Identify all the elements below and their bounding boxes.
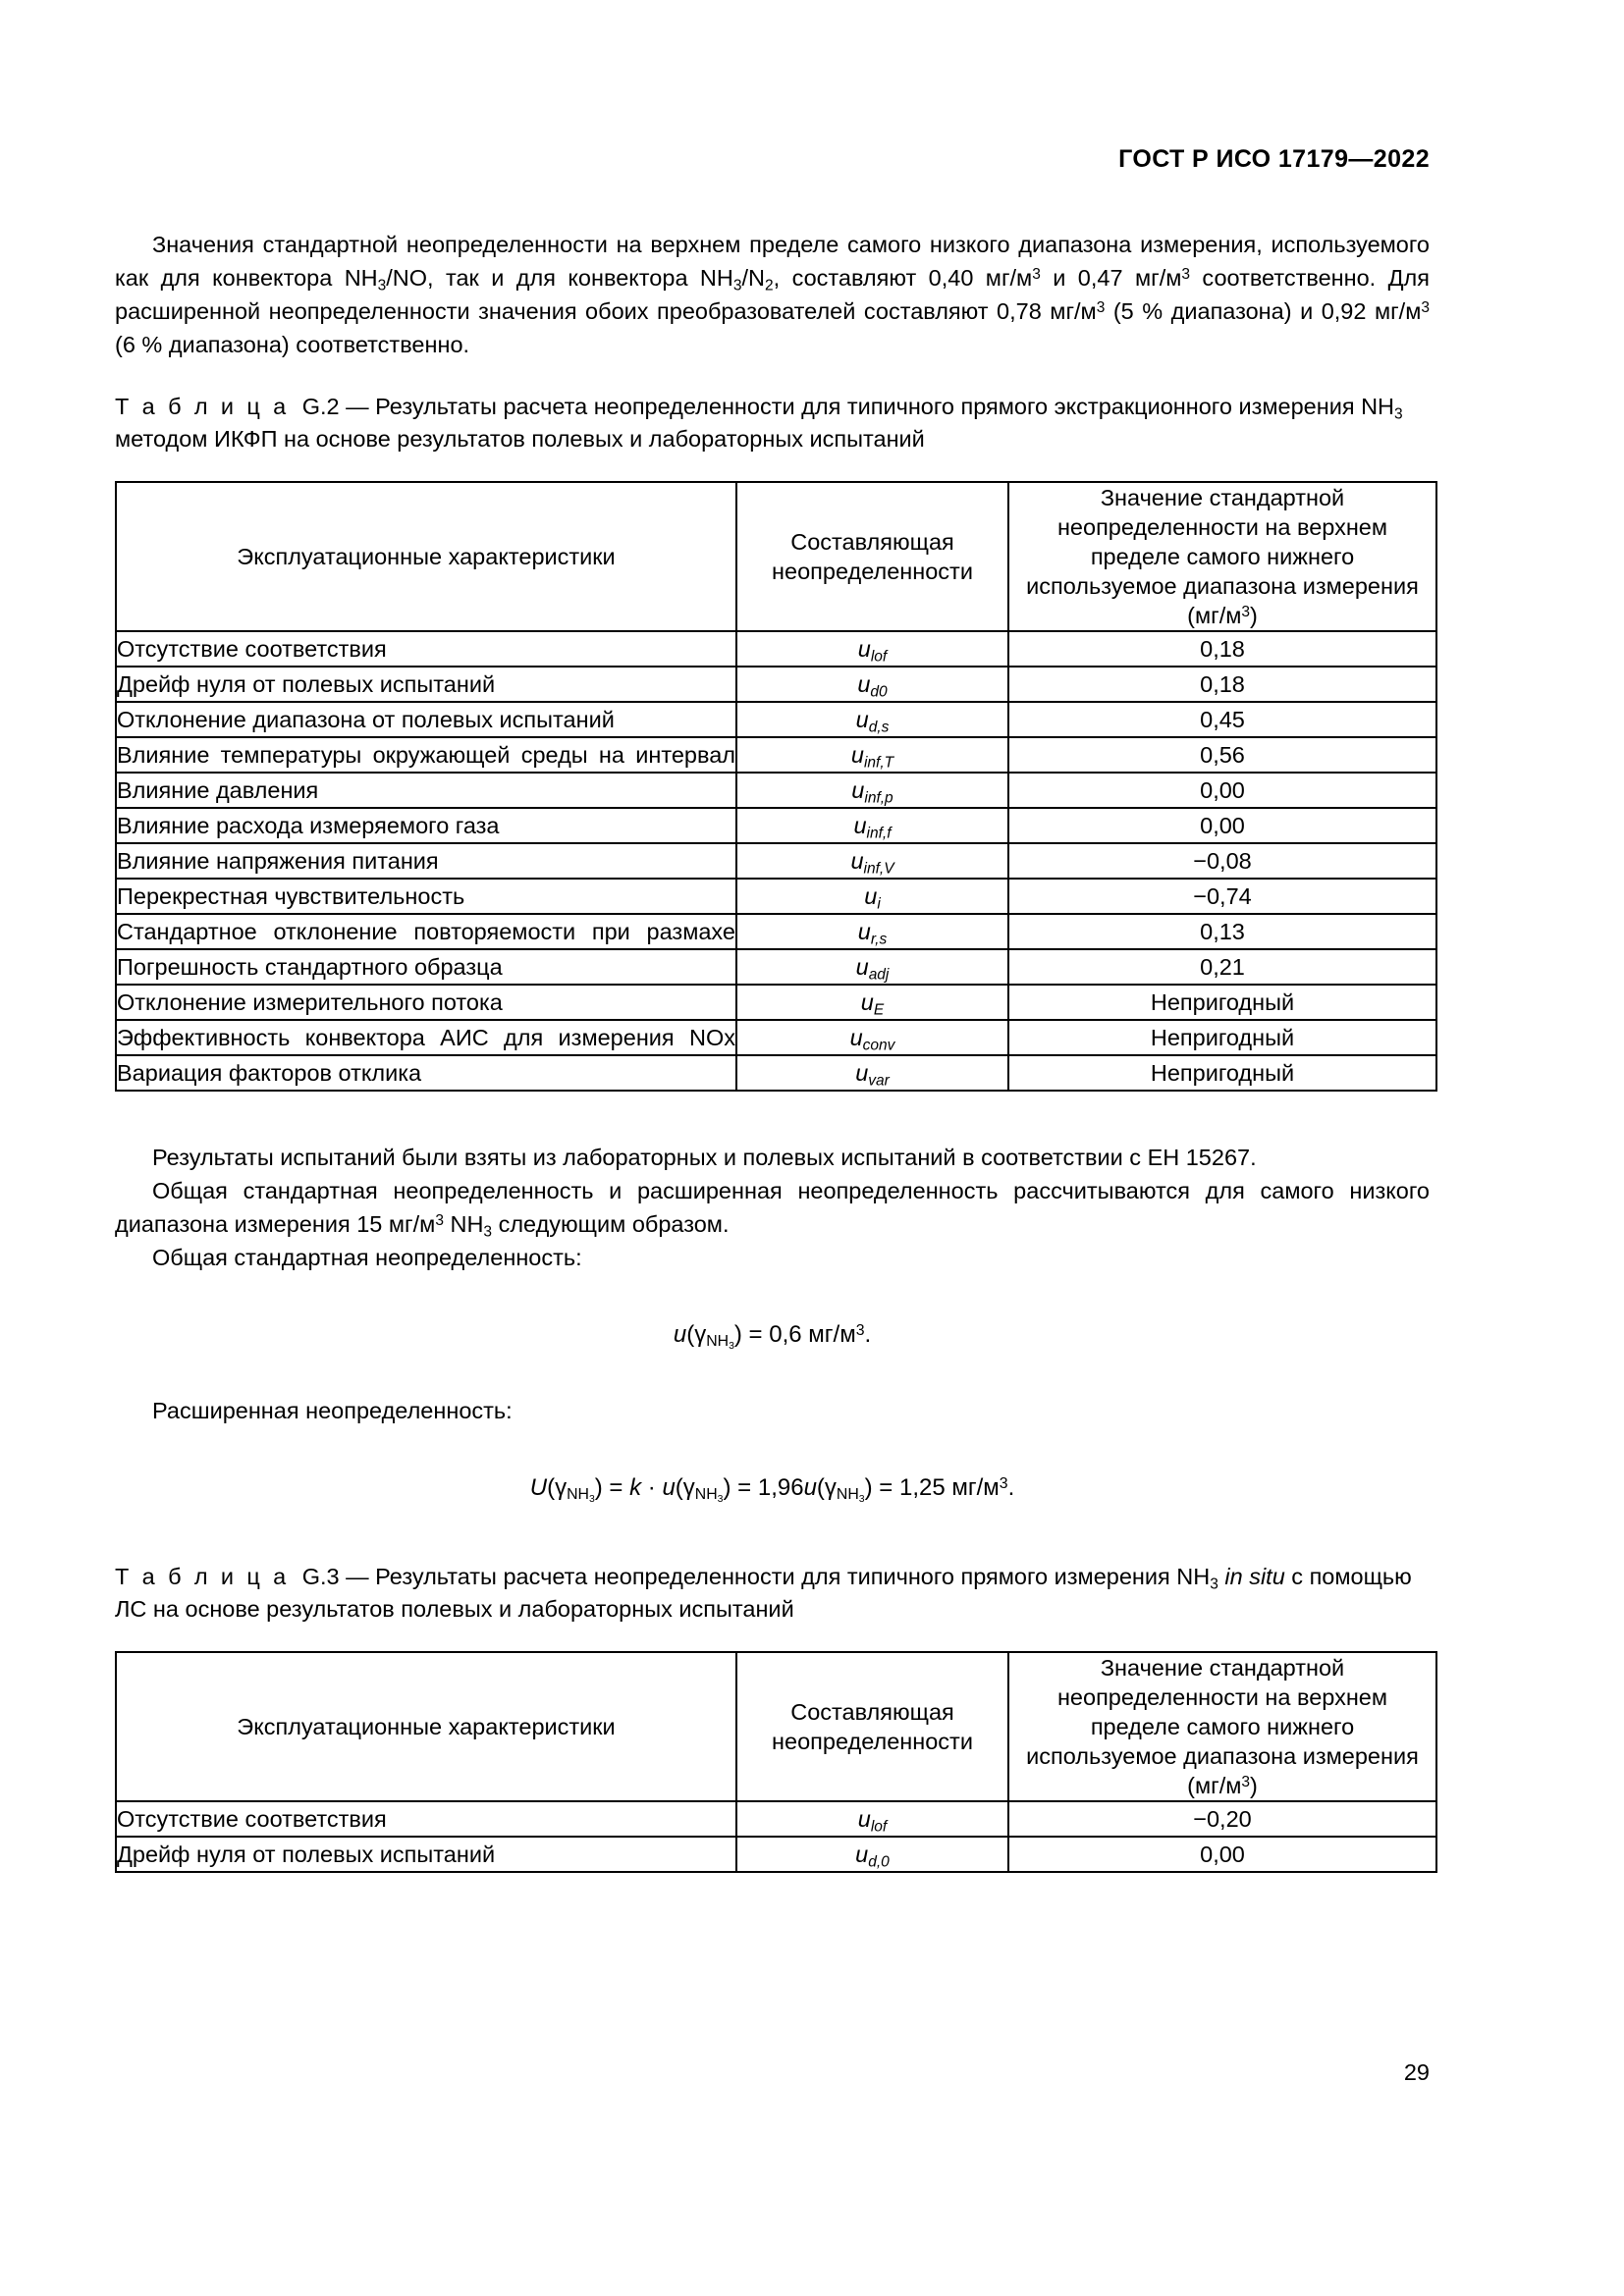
formula-expanded-uncertainty: $U(\gamma_{NH_3}) = k \cdot u(\gamma_{NH_3}) = 1,96u(\gamma_{NH_3}) = 1,25$ $мг/м^3$. — [529, 1474, 1015, 1506]
caption-dash: — — [346, 394, 369, 419]
table-g3-body — [116, 1801, 1436, 1872]
spacer — [115, 361, 1430, 391]
row-label: Влияние напряжения питания — [116, 843, 736, 879]
spacer — [115, 1349, 1430, 1394]
standard-title: ГОСТ Р ИСО 17179—2022 — [1118, 145, 1430, 173]
table-row — [116, 985, 1436, 1020]
column-header-component: Составляющая неопределенности — [736, 1652, 1008, 1801]
caption-dash: — — [346, 1564, 369, 1589]
table-g3 — [115, 1651, 1437, 1873]
spacer — [115, 1626, 1430, 1651]
table-row — [116, 1801, 1436, 1837]
row-symbol: $u_{d,0}$ — [736, 1837, 1008, 1872]
intro-text-a: Значения стандартной неопределенности на верхнем пределе самого низкого диапазона измерения, используемого как для конвектора NH — [115, 232, 1430, 291]
row-value: Непригодный — [1008, 985, 1436, 1020]
table-row — [116, 949, 1436, 985]
table-row — [116, 773, 1436, 808]
row-symbol: $u_i$ — [736, 879, 1008, 914]
row-label: Отсутствие соответствия — [116, 1801, 736, 1837]
row-label: Влияние расхода измеряемого газа — [116, 808, 736, 843]
row-symbol: $u_{lof}$ — [736, 631, 1008, 667]
page-number: 29 — [1403, 2059, 1430, 2085]
row-symbol: $u_{r,s}$ — [736, 914, 1008, 949]
caption-sub: 3 — [1210, 1575, 1218, 1593]
row-symbol: $u_{d,s}$ — [736, 702, 1008, 737]
table-row — [116, 879, 1436, 914]
table-g3-caption — [115, 1561, 1430, 1626]
after-table-paragraph-2: Общая стандартная неопределенность и расширенная неопределенность рассчитываются для самого низкого диапазона измерения 15 $мг/м^3$ $NH_3$ следующим образом. — [115, 1178, 1430, 1241]
table-row — [116, 631, 1436, 667]
caption-text-a: Результаты расчета неопределенности для типичного прямого измерения NH — [375, 1564, 1211, 1589]
row-label: Вариация факторов отклика — [116, 1055, 736, 1091]
row-label: Стандартное отклонение повторяемости при размахе — [116, 914, 736, 949]
table-g3-head — [116, 1652, 1436, 1801]
row-value: Непригодный — [1008, 1020, 1436, 1055]
caption-italic: in situ — [1224, 1564, 1285, 1589]
spacer — [115, 1092, 1430, 1141]
formula-standard-uncertainty: $u(\gamma_{NH_3}) = 0,6$ $мг/м^3$. — [673, 1321, 872, 1353]
table-row — [116, 1055, 1436, 1091]
page-content — [115, 228, 1430, 1873]
intro-text-h: (6 % диапазона) соответственно. — [115, 332, 470, 357]
row-symbol: $u_E$ — [736, 985, 1008, 1020]
after-table-paragraph-4: Расширенная неопределенность: — [152, 1398, 513, 1423]
column-header-performance: Эксплуатационные характеристики — [116, 482, 736, 631]
row-value: 0,00 — [1008, 808, 1436, 843]
row-value: 0,21 — [1008, 949, 1436, 985]
table-row — [116, 1837, 1436, 1872]
after-table-paragraph-3: Общая стандартная неопределенность: — [152, 1245, 582, 1270]
row-symbol: $u_{d0}$ — [736, 667, 1008, 702]
table-row — [116, 808, 1436, 843]
caption-text-b: с помощью ЛС на основе результатов полевых и лабораторных испытаний — [115, 1564, 1412, 1622]
row-value: 0,45 — [1008, 702, 1436, 737]
row-symbol: $u_{conv}$ — [736, 1020, 1008, 1055]
row-symbol: $u_{inf,T}$ — [736, 737, 1008, 773]
row-label: Погрешность стандартного образца — [116, 949, 736, 985]
spacer — [115, 1502, 1430, 1561]
row-symbol: $u_{adj}$ — [736, 949, 1008, 985]
row-value: 0,13 — [1008, 914, 1436, 949]
page-header — [1118, 145, 1430, 174]
table-header-row — [116, 482, 1436, 631]
row-label: Влияние давления — [116, 773, 736, 808]
table-row — [116, 702, 1436, 737]
table-row — [116, 1020, 1436, 1055]
row-label: Отсутствие соответствия — [116, 631, 736, 667]
intro-text-g: (5 % диапазона) и 0,92 мг/м — [1105, 298, 1422, 324]
row-value: −0,08 — [1008, 843, 1436, 879]
row-value: −0,20 — [1008, 1801, 1436, 1837]
table-row — [116, 667, 1436, 702]
spacer — [115, 1274, 1430, 1321]
table-g2-head — [116, 482, 1436, 631]
intro-sub-2: 3 — [732, 277, 742, 294]
row-symbol: $u_{inf,p}$ — [736, 773, 1008, 808]
row-label: Дрейф нуля от полевых испытаний — [116, 667, 736, 702]
column-header-component: Составляющая неопределенности — [736, 482, 1008, 631]
after-table-paragraph-1: Результаты испытаний были взяты из лабораторных и полевых испытаний в соответствии с ЕН 15267. — [152, 1145, 1257, 1170]
row-symbol: $u_{var}$ — [736, 1055, 1008, 1091]
spacer — [115, 455, 1430, 481]
row-label: Влияние температуры окружающей среды на интервал — [116, 737, 736, 773]
caption-number: G.2 — [301, 394, 340, 419]
row-value: 0,18 — [1008, 667, 1436, 702]
caption-label: Т а б л и ц а — [115, 1564, 290, 1589]
intro-sup-3: 3 — [1096, 299, 1106, 317]
row-value: −0,74 — [1008, 879, 1436, 914]
caption-text-a: Результаты расчета неопределенности для типичного прямого экстракционного измерения NH — [375, 394, 1395, 419]
row-value: 0,00 — [1008, 1837, 1436, 1872]
row-value: Непригодный — [1008, 1055, 1436, 1091]
intro-sup-4: 3 — [1421, 299, 1430, 317]
caption-number: G.3 — [301, 1564, 340, 1589]
row-label: Отклонение диапазона от полевых испытаний — [116, 702, 736, 737]
row-value: 0,56 — [1008, 737, 1436, 773]
table-g2 — [115, 481, 1437, 1092]
intro-text-c: /N — [741, 265, 765, 291]
column-header-performance: Эксплуатационные характеристики — [116, 1652, 736, 1801]
row-label: Перекрестная чувствительность — [116, 879, 736, 914]
row-value: 0,18 — [1008, 631, 1436, 667]
row-symbol: $u_{inf,V}$ — [736, 843, 1008, 879]
caption-text-b: методом ИКФП на основе результатов полевых и лабораторных испытаний — [115, 426, 925, 452]
row-label: Дрейф нуля от полевых испытаний — [116, 1837, 736, 1872]
column-header-value: Значение стандартной неопределенности на верхнем пределе самого нижнего используемое диапазона измерения $(мг/м^3)$ — [1008, 482, 1436, 631]
intro-text-d: , составляют 0,40 мг/м — [773, 265, 1033, 291]
intro-text-e: и 0,47 мг/м — [1040, 265, 1182, 291]
table-g2-caption — [115, 391, 1430, 455]
spacer — [115, 1427, 1430, 1474]
row-value: 0,00 — [1008, 773, 1436, 808]
intro-sub-1: 3 — [377, 277, 387, 294]
row-symbol: $u_{lof}$ — [736, 1801, 1008, 1837]
table-row — [116, 737, 1436, 773]
intro-text-b: /NO, так и для конвектора NH — [386, 265, 733, 291]
row-label: Эффективность конвектора АИС для измерения NOx — [116, 1020, 736, 1055]
intro-sup-2: 3 — [1181, 266, 1191, 284]
table-row — [116, 843, 1436, 879]
row-symbol: $u_{inf,f}$ — [736, 808, 1008, 843]
caption-label: Т а б л и ц а — [115, 394, 290, 419]
table-row — [116, 914, 1436, 949]
intro-text-f: соответственно. Для расширенной неопределенности значения обоих преобразователей составляют 0,78 мг/м — [115, 265, 1430, 324]
intro-sub-3: 2 — [765, 277, 774, 294]
intro-paragraph — [115, 228, 1430, 361]
column-header-value: Значение стандартной неопределенности на верхнем пределе самого нижнего используемое диапазона измерения $(мг/м^3)$ — [1008, 1652, 1436, 1801]
row-label: Отклонение измерительного потока — [116, 985, 736, 1020]
caption-sub: 3 — [1394, 405, 1403, 423]
intro-sup-1: 3 — [1032, 266, 1041, 284]
table-header-row — [116, 1652, 1436, 1801]
table-g2-body — [116, 631, 1436, 1091]
